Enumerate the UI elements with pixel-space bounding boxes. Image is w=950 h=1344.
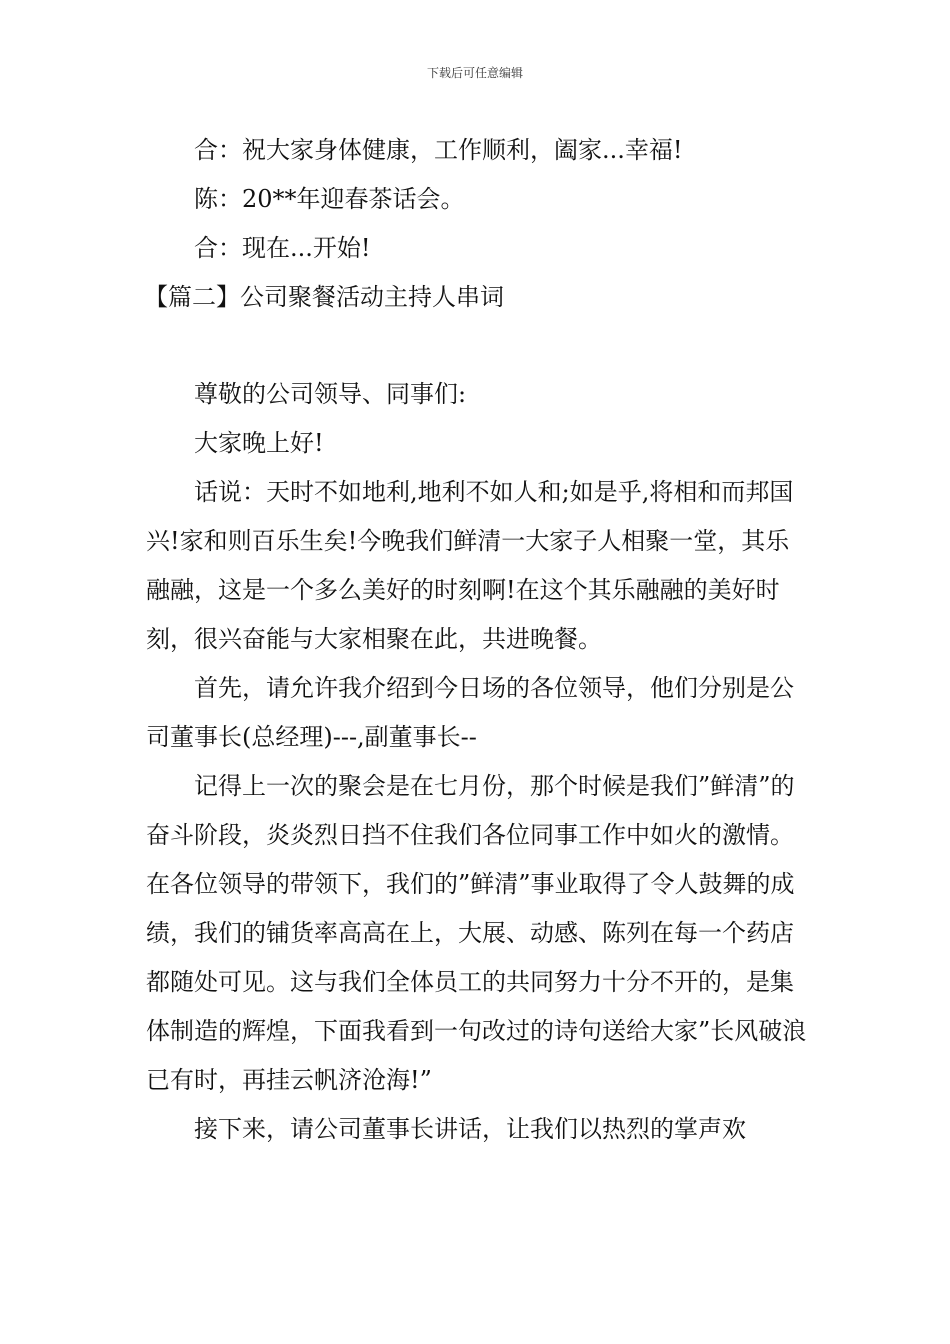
paragraph-recap: 记得上一次的聚会是在七月份，那个时候是我们”鲜清”的奋斗阶段，炎炎烈日挡不住我们各位同事工作中如火的激情。在各位领导的带领下，我们的”鲜清”事业取得了令人鼓舞的成绩，我们的铺货率高高在上，大展、动感、陈列在每一个药店都随处可见。这与我们全体员工的共同努力十分不开的，是集体制造的辉煌，下面我看到一句改过的诗句送给大家”长风破浪已有时，再挂云帆济沧海!” <box>146 772 807 1094</box>
paragraph-greeting: 大家晚上好! <box>194 429 324 457</box>
section-title: 【篇二】公司聚餐活动主持人串词 <box>144 283 504 311</box>
document-body <box>146 126 810 1154</box>
page-header-note: 下载后可任意编辑 <box>426 66 523 80</box>
paragraph-introduction: 首先，请允许我介绍到今日场的各位领导，他们分别是公司董事长(总经理)---,副董事长-- <box>146 674 794 751</box>
paragraph-start: 合：现在...开始! <box>194 234 371 262</box>
paragraph-opening: 话说：天时不如地利,地利不如人和;如是乎,将相和而邦国兴!家和则百乐生矣!今晚我们鲜清一大家子人相聚一堂，其乐融融，这是一个多么美好的时刻啊!在这个其乐融融的美好时刻，很兴奋能与大家相聚在此，共进晚餐。 <box>146 478 794 653</box>
paragraph-event-name: 陈：20**年迎春茶话会。 <box>194 185 465 213</box>
spacer <box>146 322 810 370</box>
paragraph-closing-wish: 合：祝大家身体健康，工作顺利，阖家...幸福! <box>194 136 683 164</box>
paragraph-next: 接下来，请公司董事长讲话，让我们以热烈的掌声欢 <box>194 1115 746 1143</box>
paragraph-salutation: 尊敬的公司领导、同事们: <box>194 380 467 408</box>
